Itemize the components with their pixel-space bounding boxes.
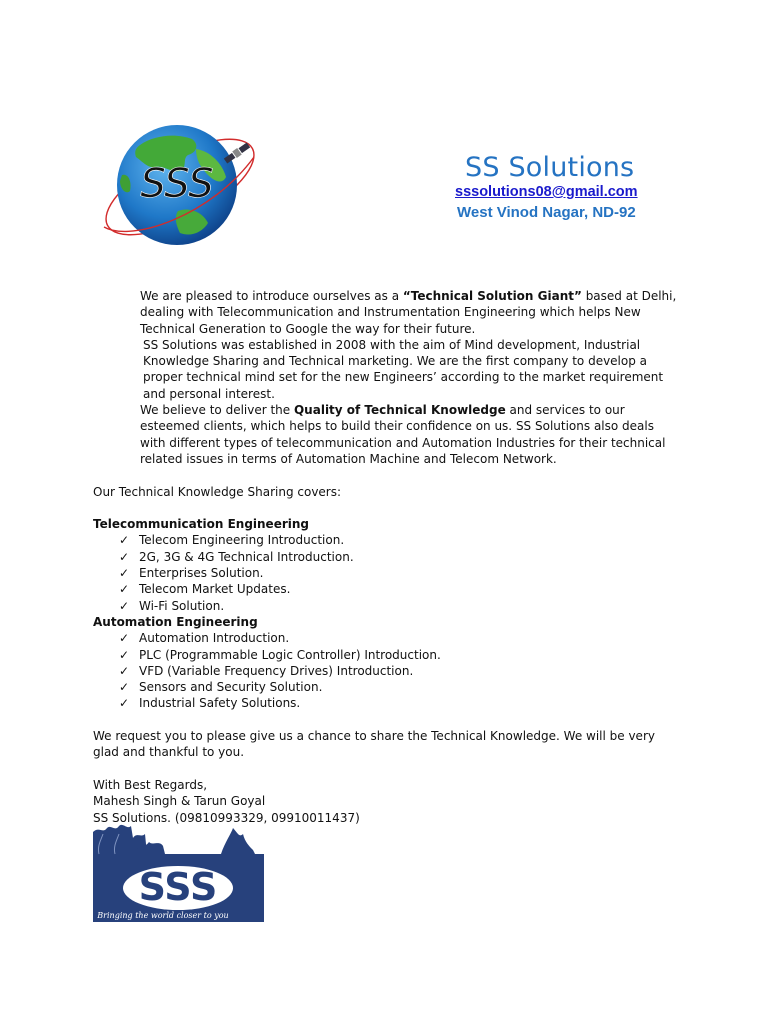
covers-heading: Our Technical Knowledge Sharing covers: <box>93 484 342 499</box>
list-item <box>93 647 683 663</box>
globe-logo-text: SSS <box>140 161 214 207</box>
intro-p3-text-a: We believe to deliver the <box>140 403 294 418</box>
list-item-text: Automation Introduction. <box>139 631 290 646</box>
intro-p3-bold: Quality of Technical Knowledge <box>293 403 506 418</box>
intro-paragraph-2: SS Solutions was established in 2008 with the aim of Mind development, Industrial Knowledge Sharing and Technical marketing. We are the first company to develop a proper technical mind set for the new Engineers’ according to the market requirement and personal interest. <box>143 337 664 401</box>
list-item <box>93 679 683 695</box>
footer-logo <box>93 824 264 922</box>
check-icon: ✓ <box>119 549 130 564</box>
check-icon: ✓ <box>119 680 130 695</box>
list-item <box>93 532 683 548</box>
company-email-link[interactable]: sssolutions08@gmail.com <box>455 184 638 200</box>
list-item <box>93 565 683 581</box>
check-icon: ✓ <box>119 631 130 646</box>
letter-body <box>93 288 683 826</box>
list-item-text: Telecom Engineering Introduction. <box>139 533 345 548</box>
check-icon: ✓ <box>119 663 130 678</box>
signature-regards: With Best Regards, <box>93 777 208 792</box>
section-title-telecom: Telecommunication Engineering <box>93 517 309 532</box>
list-item-text: Wi-Fi Solution. <box>139 598 225 613</box>
company-name: SS Solutions <box>465 152 635 183</box>
list-item <box>93 549 683 565</box>
intro-p1-bold: “Technical Solution Giant” <box>402 289 582 303</box>
list-item <box>93 663 683 679</box>
signature-company-phone: SS Solutions. (09810993329, 09910011437) <box>93 810 360 825</box>
footer-logo-text: SSS <box>138 865 218 909</box>
list-item <box>93 581 683 597</box>
list-item-text: Enterprises Solution. <box>139 566 264 581</box>
check-icon: ✓ <box>119 566 130 581</box>
list-item <box>93 695 683 711</box>
section-title-automation: Automation Engineering <box>93 614 258 629</box>
closing-paragraph: We request you to please give us a chance to share the Technical Knowledge. We will be very glad and thankful to you. <box>93 729 655 760</box>
intro-paragraph-1 <box>93 288 683 337</box>
telecom-list <box>93 532 683 613</box>
list-item <box>93 630 683 646</box>
check-icon: ✓ <box>119 582 130 597</box>
check-icon: ✓ <box>119 696 130 711</box>
list-item-text: Industrial Safety Solutions. <box>139 696 301 711</box>
intro-p1-text-a: We are pleased to introduce ourselves as a <box>140 289 403 303</box>
footer-logo-tagline: Bringing the world closer to you <box>97 911 229 920</box>
list-item-text: PLC (Programmable Logic Controller) Introduction. <box>139 647 441 662</box>
list-item-text: Telecom Market Updates. <box>139 582 291 597</box>
check-icon: ✓ <box>119 647 130 662</box>
check-icon: ✓ <box>119 598 130 613</box>
company-header <box>440 152 680 221</box>
list-item-text: VFD (Variable Frequency Drives) Introduction. <box>139 663 414 678</box>
list-item-text: Sensors and Security Solution. <box>139 680 323 695</box>
list-item-text: 2G, 3G & 4G Technical Introduction. <box>139 549 354 564</box>
automation-list <box>93 630 683 711</box>
intro-p3-text-b: and services to our esteemed clients, which helps to build their confidence on us. SS Solutions also deals with different types of telecommunication and Automation Industries for their technical related issues in terms of Automation Machine and Telecom Network. <box>140 403 666 466</box>
globe-logo <box>92 115 262 250</box>
signature-names: Mahesh Singh & Tarun Goyal <box>93 794 266 809</box>
company-address: West Vinod Nagar, ND-92 <box>457 204 636 221</box>
check-icon: ✓ <box>119 533 130 548</box>
list-item <box>93 598 683 614</box>
intro-p1-text-b: based at Delhi, dealing with Telecommunication and Instrumentation Engineering which helps New Technical Generation to Google the way for their future. <box>140 289 677 336</box>
intro-paragraph-3 <box>93 402 683 467</box>
